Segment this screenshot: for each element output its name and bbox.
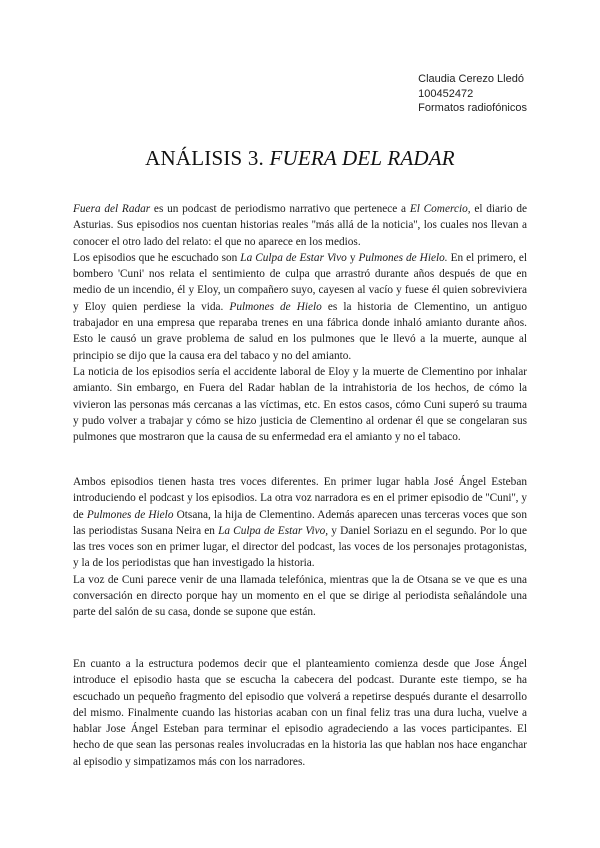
episode-title: Pulmones de Hielo. xyxy=(358,251,448,264)
text-span: La voz de Cuni parece venir de una llamada telefónica, mientras que la de Otsana se ve que es una conversación en directo porque hay un momento en el que se dirige al periodista señalándole una parte del salón de su casa, donde se supone que están. xyxy=(73,573,527,619)
paragraph-3 xyxy=(73,364,527,445)
episode-title: Pulmones de Hielo xyxy=(86,508,174,521)
title-italic: FUERA DEL RADAR xyxy=(269,146,455,170)
section-2 xyxy=(73,474,527,621)
podcast-name: Fuera del Radar xyxy=(73,203,151,215)
section-3 xyxy=(73,656,527,770)
text-span: Los episodios que he escuchado son xyxy=(73,251,241,264)
text-span: es un podcast de periodismo narrativo que pertenece a xyxy=(150,203,410,215)
episode-title: Pulmones de Hielo xyxy=(229,300,322,313)
page-title xyxy=(0,146,600,171)
text-span: La noticia de los episodios sería el accidente laboral de Eloy y la muerte de Clementino por inhalar amianto. Sin embargo, en Fuera del Radar hablan de la intrahistoria de los hechos, de cómo la vivieron las personas más cercanas a las víctimas, etc. En estos casos, cómo Cuni superó su trauma y pudo volver a trabajar y cómo se hizo justicia de Clementino al ordenar él que se congelaran sus pulmones que mostraron que la causa de su enfermedad era el amianto y no el tabaco. xyxy=(73,365,527,444)
text-span: es la historia de Clementino, un antiguo trabajador en una empresa que reparaba trenes en una fábrica donde inhaló amianto durante años. Esto le causó un grave problema de salud en los pulmones que le llevó a la muerte, aunque al principio se dijo que la causa era del tabaco y no del amianto. xyxy=(73,300,527,362)
course-name: Formatos radiofónicos xyxy=(418,102,527,114)
title-prefix: ANÁLISIS 3. xyxy=(145,146,270,170)
text-span: Otsana, la hija de Clementino. Además aparecen unas terceras voces que son las periodistas Susana Neira en xyxy=(73,508,527,537)
author-name: Claudia Cerezo Lledó xyxy=(418,73,524,85)
student-id: 100452472 xyxy=(418,87,474,100)
paragraph-5 xyxy=(73,572,527,621)
section-1 xyxy=(73,201,527,445)
episode-title: La Culpa de Estar Vivo, xyxy=(218,524,329,537)
newspaper-name: El Comercio, xyxy=(409,203,471,215)
paragraph-4 xyxy=(73,474,527,572)
text-span: y Daniel Soriazu en el segundo. Por lo que las tres voces son en primer lugar, el director del podcast, las voces de los personajes protagonistas, y la de los periodistas que han investigado la historia. xyxy=(73,524,527,570)
paragraph-6 xyxy=(73,656,527,770)
text-span: En el primero, el bombero 'Cuni' nos relata el sentimiento de culpa que arrastró durante años después de que en medio de un incendio, él y Eloy, un compañero suyo, cayesen al vacío y fuese él quien sobreviviera y Eloy quien perdiese la vida. xyxy=(73,251,527,313)
paragraph-1 xyxy=(73,201,527,250)
text-span: En cuanto a la estructura podemos decir que el planteamiento comienza desde que Jose Ángel introduce el episodio hasta que se escucha la cabecera del podcast. Durante este tiempo, se ha escuchado un pequeño fragmento del episodio que volverá a repetirse después durante el desarrollo del mismo. Finalmente cuando las historias acaban con un final feliz tras una dura lucha, vuelve a hablar Jose Ángel Esteban para terminar el episodio agradeciendo a las voces participantes. El hecho de que sean las personas reales involucradas en la historia las que hablan nos hace enganchar al episodio y simpatizamos más con los narradores. xyxy=(73,658,527,768)
text-span: Ambos episodios tienen hasta tres voces diferentes. En primer lugar habla José Ángel Esteban introduciendo el podcast y los episodios. La otra voz narradora es en el primer episodio de ''Cuni'', y de xyxy=(73,476,527,521)
paragraph-2 xyxy=(73,250,527,364)
text-span: y xyxy=(346,251,359,264)
text-span: el diario de Asturias. Sus episodios nos cuentan historias reales ''más allá de la noticia'', los cuales nos llevan a conocer el otro lado del relato: el que no aparece en los medios. xyxy=(73,203,528,248)
author-header xyxy=(418,72,527,116)
episode-title: La Culpa de Estar Vivo xyxy=(240,251,347,264)
